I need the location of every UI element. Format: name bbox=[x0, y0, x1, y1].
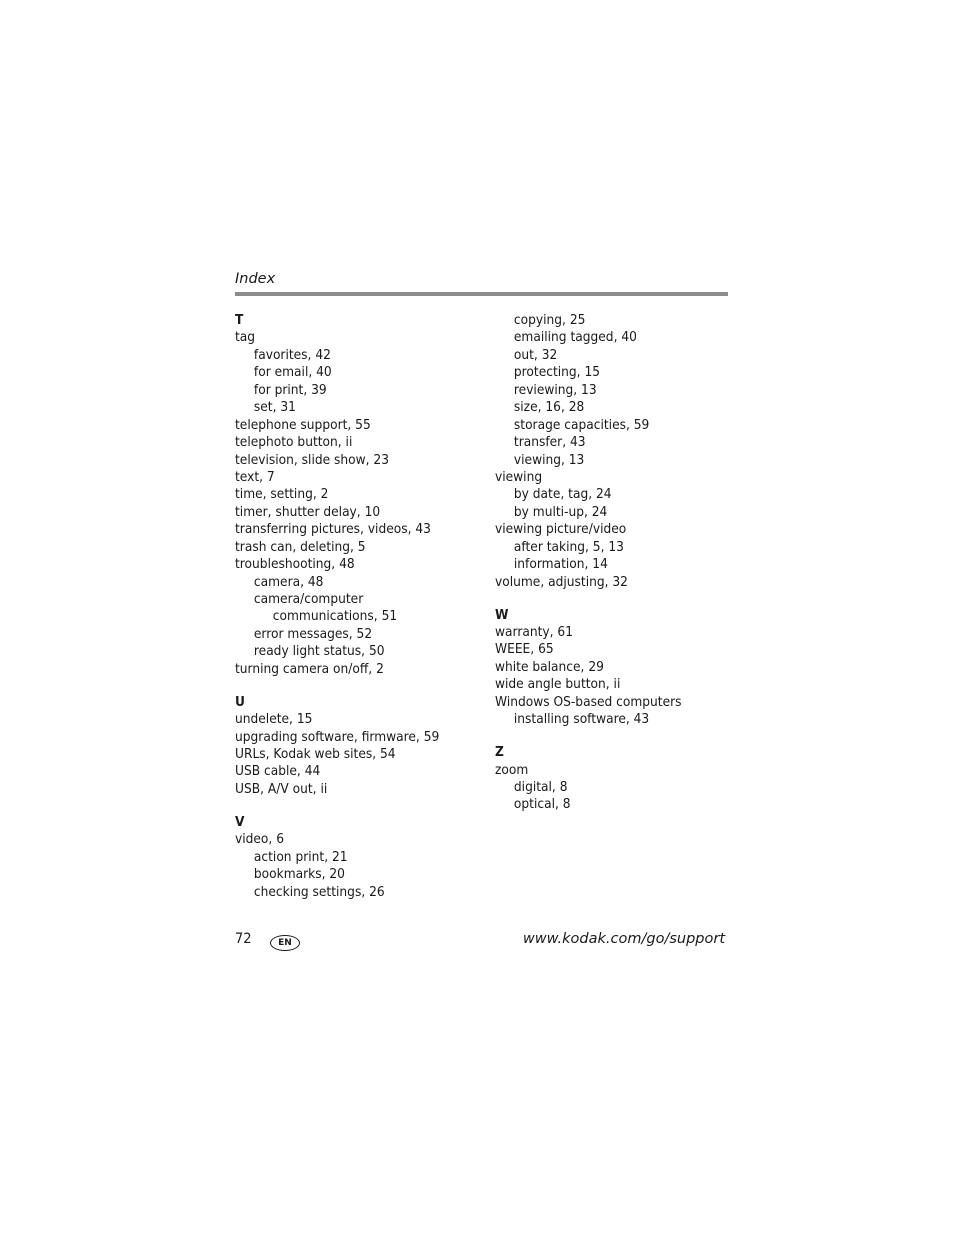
index-entry: USB, A/V out, ii bbox=[235, 780, 328, 797]
running-header: Index bbox=[235, 271, 276, 287]
index-entry: warranty, 61 bbox=[495, 623, 573, 640]
index-entry: URLs, Kodak web sites, 54 bbox=[235, 746, 396, 762]
language-badge-icon: EN bbox=[270, 935, 300, 951]
index-entry: undelete, 15 bbox=[235, 711, 313, 728]
index-entry: viewing bbox=[495, 468, 543, 485]
index-entry: telephone support, 55 bbox=[235, 416, 371, 433]
index-subentry: set, 31 bbox=[253, 399, 296, 416]
index-subentry: by date, tag, 24 bbox=[513, 486, 612, 503]
index-subentry: out, 32 bbox=[513, 346, 558, 363]
index-subentry: checking settings, 26 bbox=[253, 883, 385, 900]
index-subentry: storage capacities, 59 bbox=[513, 416, 650, 433]
section-gap bbox=[495, 729, 735, 745]
index-subentry: error messages, 52 bbox=[253, 625, 373, 642]
index-subentry: bookmarks, 20 bbox=[253, 866, 345, 883]
index-entry: television, slide show, 23 bbox=[235, 451, 390, 468]
index-subentry: emailing tagged, 40 bbox=[513, 329, 637, 346]
page-number: 72 bbox=[235, 931, 252, 947]
index-entry: volume, adjusting, 32 bbox=[495, 573, 628, 590]
index-entry: timer, shutter delay, 10 bbox=[235, 503, 381, 520]
index-subentry: favorites, 42 bbox=[253, 346, 331, 363]
index-subentry: optical, 8 bbox=[513, 796, 571, 813]
index-subentry: information, 14 bbox=[513, 556, 608, 573]
index-subentry: for email, 40 bbox=[253, 364, 332, 381]
index-entry: upgrading software, firmware, 59 bbox=[235, 728, 440, 745]
index-letter-heading: Z bbox=[495, 744, 504, 761]
index-subentry: copying, 25 bbox=[513, 312, 586, 328]
index-letter-heading: U bbox=[235, 693, 245, 710]
index-subentry: ready light status, 50 bbox=[253, 643, 385, 660]
index-subentry: by multi-up, 24 bbox=[513, 503, 608, 520]
index-subentry: protecting, 15 bbox=[513, 364, 601, 381]
index-entry: troubleshooting, 48 bbox=[235, 556, 355, 573]
index-letter-heading: W bbox=[495, 606, 509, 623]
index-entry: text, 7 bbox=[235, 468, 275, 485]
index-entry: telephoto button, ii bbox=[235, 434, 353, 451]
index-entry: WEEE, 65 bbox=[495, 641, 554, 658]
index-entry: turning camera on/off, 2 bbox=[235, 660, 384, 677]
support-url: www.kodak.com/go/support bbox=[522, 931, 725, 947]
index-subentry: digital, 8 bbox=[513, 778, 568, 795]
index-subentry: camera, 48 bbox=[253, 573, 324, 590]
index-entry: time, setting, 2 bbox=[235, 486, 329, 503]
section-gap bbox=[235, 798, 475, 814]
section-gap bbox=[235, 678, 475, 694]
index-subentry: action print, 21 bbox=[253, 848, 348, 865]
index-entry: USB cable, 44 bbox=[235, 763, 321, 780]
index-column-right bbox=[495, 312, 735, 814]
index-entry: tag bbox=[235, 329, 256, 346]
section-gap bbox=[495, 591, 735, 607]
index-entry: Windows OS-based computers bbox=[495, 693, 682, 710]
index-entry: viewing picture/video bbox=[495, 521, 627, 538]
index-subentry: camera/computer bbox=[253, 591, 364, 607]
index-entry: white balance, 29 bbox=[495, 658, 604, 675]
index-letter-heading: T bbox=[235, 312, 244, 328]
index-entry: trash can, deleting, 5 bbox=[235, 538, 366, 555]
index-column-left bbox=[235, 312, 475, 901]
index-entry: video, 6 bbox=[235, 831, 284, 848]
index-entry: zoom bbox=[495, 761, 529, 778]
index-subentry: for print, 39 bbox=[253, 381, 327, 398]
header-rule bbox=[235, 292, 728, 296]
index-subentry: transfer, 43 bbox=[513, 434, 586, 451]
index-entry: wide angle button, ii bbox=[495, 676, 621, 693]
index-entry: transferring pictures, videos, 43 bbox=[235, 521, 431, 538]
index-subentry: installing software, 43 bbox=[513, 711, 650, 728]
index-subentry: after taking, 5, 13 bbox=[513, 538, 624, 555]
index-letter-heading: V bbox=[235, 813, 245, 830]
index-subentry: viewing, 13 bbox=[513, 451, 585, 468]
index-subentry: size, 16, 28 bbox=[513, 399, 585, 416]
index-subentry: reviewing, 13 bbox=[513, 381, 597, 398]
index-subentry: communications, 51 bbox=[272, 608, 398, 625]
